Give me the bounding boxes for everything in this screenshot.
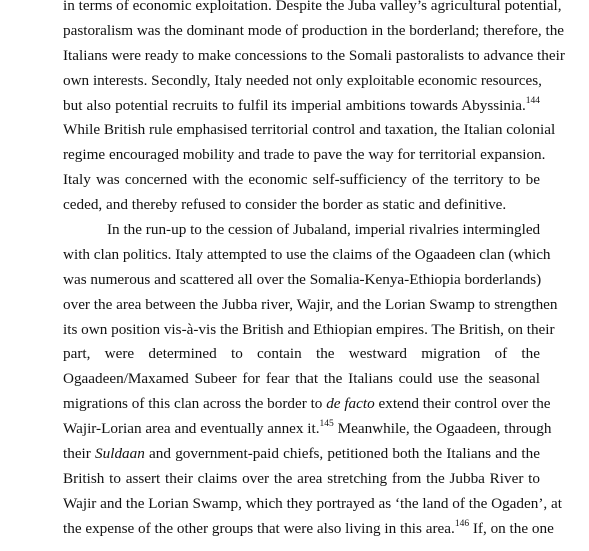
text-line	[63, 492, 562, 517]
text-line	[63, 342, 540, 367]
text-run: Wajir and the Lorian Swamp, which they portrayed as ‘the land of the Ogaden’, at	[63, 494, 562, 512]
text-run: part, were determined to contain the westward migration of the	[63, 345, 540, 363]
text-run: Italy was concerned with the economic self-sufficiency of the territory to be	[63, 171, 540, 189]
text-run: was numerous and scattered all over the Somalia-Kenya-Ethiopia borderlands)	[63, 270, 542, 288]
text-line	[63, 193, 540, 218]
text-run: Italians were ready to make concessions to the Somali pastoralists to advance their	[63, 46, 565, 64]
text-run: extend their control over the	[374, 395, 551, 413]
text-line	[63, 392, 551, 417]
text-line	[63, 168, 540, 193]
text-run: ceded, and thereby refused to consider the border as static and definitive.	[63, 196, 507, 214]
text-line	[63, 467, 540, 492]
text-run: Wajir-Lorian area and eventually annex it.	[63, 420, 320, 438]
text-line	[63, 243, 551, 268]
text-run: Ogaadeen/Maxamed Subeer for fear that the Italians could use the seasonal	[63, 370, 540, 388]
text-run: While British rule emphasised territorial control and taxation, the Italian colonial	[63, 121, 556, 139]
text-line	[63, 318, 555, 343]
text-line	[63, 218, 540, 243]
text-run: pastoralism was the dominant mode of production in the borderland; therefore, the	[63, 21, 565, 39]
text-line	[63, 517, 554, 542]
text-line	[63, 0, 562, 19]
text-run: In the run-up to the cession of Jubaland, imperial rivalries intermingled	[107, 221, 541, 239]
text-run: migrations of this clan across the border to	[63, 395, 327, 413]
text-run: and government-paid chiefs, petitioned both the Italians and the	[144, 445, 540, 463]
text-line	[63, 293, 558, 318]
text-line	[63, 367, 540, 392]
paragraph	[63, 218, 562, 542]
italic-text: de facto	[326, 395, 375, 413]
document-page	[63, 0, 565, 551]
text-run: with clan politics. Italy attempted to use the claims of the Ogaadeen clan (which	[63, 245, 551, 263]
text-line	[63, 69, 540, 94]
text-line	[63, 94, 540, 119]
text-line	[63, 417, 552, 442]
footnote-reference: 144	[525, 95, 540, 106]
paragraph	[63, 0, 565, 218]
text-run: If, on the one	[469, 519, 554, 537]
text-run: own interests. Secondly, Italy needed not only exploitable economic resources,	[63, 71, 542, 89]
text-run: in terms of economic exploitation. Despite the Juba valley’s agricultural potential,	[63, 0, 562, 14]
text-line	[63, 44, 565, 69]
italic-text: Suldaan	[95, 445, 145, 463]
footnote-reference: 146	[454, 518, 470, 529]
text-run: Meanwhile, the Ogaadeen, through	[333, 420, 552, 438]
text-line	[63, 19, 565, 44]
text-run: regime encouraged mobility and trade to pave the way for territorial expansion.	[63, 146, 546, 164]
text-run: its own position vis-à-vis the British and Ethiopian empires. The British, on their	[63, 320, 555, 338]
text-line	[63, 268, 540, 293]
text-line	[63, 143, 546, 168]
text-run: over the area between the Jubba river, Wajir, and the Lorian Swamp to strengthen	[63, 295, 558, 313]
text-line	[63, 442, 540, 467]
text-run: British to assert their claims over the area stretching from the Jubba River to	[63, 469, 540, 487]
text-run: their	[63, 445, 96, 463]
footnote-reference: 145	[319, 419, 334, 430]
text-run: but also potential recruits to fulfil its imperial ambitions towards Abyssinia.	[63, 96, 526, 114]
text-line	[63, 118, 556, 143]
text-run: the expense of the other groups that were also living in this area.	[63, 519, 455, 537]
